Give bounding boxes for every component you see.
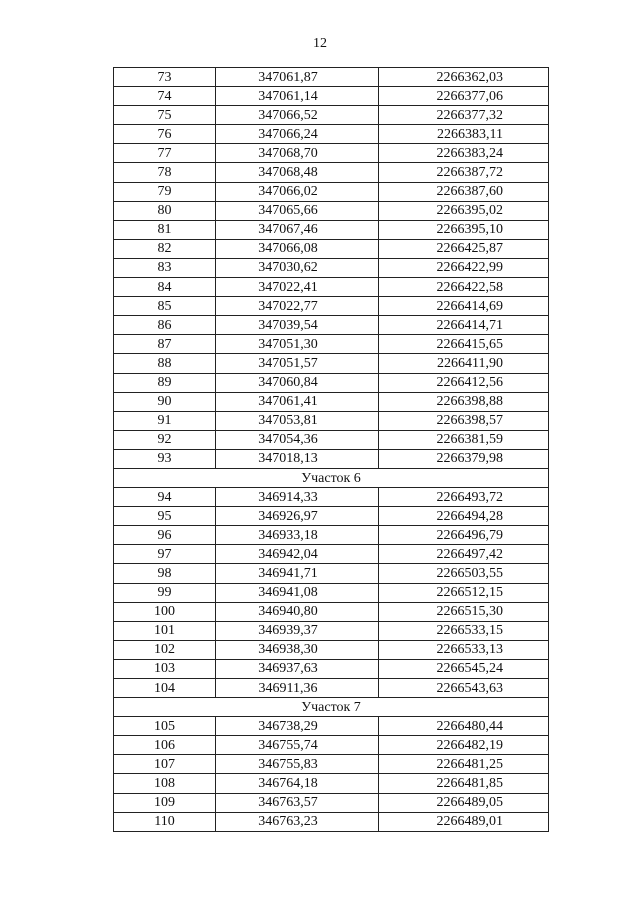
x-coordinate-cell: 347051,30	[216, 335, 379, 354]
point-number-cell: 103	[114, 659, 216, 678]
y-coordinate-cell: 2266415,65	[379, 335, 549, 354]
table-row	[114, 507, 549, 526]
table-row	[114, 411, 549, 430]
x-coordinate-cell: 346738,29	[216, 717, 379, 736]
y-coordinate-cell: 2266383,11	[379, 125, 549, 144]
point-number-cell: 79	[114, 182, 216, 201]
table-row	[114, 258, 549, 277]
point-number-cell: 101	[114, 621, 216, 640]
y-coordinate-cell: 2266383,24	[379, 144, 549, 163]
y-coordinate-cell: 2266414,69	[379, 297, 549, 316]
table-row	[114, 316, 549, 335]
point-number-cell: 92	[114, 430, 216, 449]
x-coordinate-cell: 347039,54	[216, 316, 379, 335]
table-row	[114, 755, 549, 774]
y-coordinate-cell: 2266481,85	[379, 774, 549, 793]
point-number-cell: 96	[114, 526, 216, 545]
table-row	[114, 68, 549, 87]
y-coordinate-cell: 2266422,58	[379, 278, 549, 297]
x-coordinate-cell: 346937,63	[216, 659, 379, 678]
x-coordinate-cell: 347053,81	[216, 411, 379, 430]
table-row	[114, 106, 549, 125]
table-row	[114, 679, 549, 698]
x-coordinate-cell: 346939,37	[216, 621, 379, 640]
x-coordinate-cell: 346941,08	[216, 583, 379, 602]
x-coordinate-cell: 346940,80	[216, 602, 379, 621]
section-header-row	[114, 698, 549, 717]
x-coordinate-cell: 347068,48	[216, 163, 379, 182]
table-row	[114, 125, 549, 144]
y-coordinate-cell: 2266493,72	[379, 488, 549, 507]
x-coordinate-cell: 347067,46	[216, 220, 379, 239]
point-number-cell: 86	[114, 316, 216, 335]
point-number-cell: 95	[114, 507, 216, 526]
y-coordinate-cell: 2266543,63	[379, 679, 549, 698]
y-coordinate-cell: 2266422,99	[379, 258, 549, 277]
y-coordinate-cell: 2266494,28	[379, 507, 549, 526]
point-number-cell: 84	[114, 278, 216, 297]
y-coordinate-cell: 2266545,24	[379, 659, 549, 678]
x-coordinate-cell: 346933,18	[216, 526, 379, 545]
point-number-cell: 99	[114, 583, 216, 602]
y-coordinate-cell: 2266381,59	[379, 430, 549, 449]
y-coordinate-cell: 2266411,90	[379, 354, 549, 373]
point-number-cell: 91	[114, 411, 216, 430]
point-number-cell: 88	[114, 354, 216, 373]
table-row	[114, 736, 549, 755]
x-coordinate-cell: 347030,62	[216, 258, 379, 277]
y-coordinate-cell: 2266497,42	[379, 545, 549, 564]
table-row	[114, 640, 549, 659]
point-number-cell: 78	[114, 163, 216, 182]
x-coordinate-cell: 347061,41	[216, 392, 379, 411]
point-number-cell: 87	[114, 335, 216, 354]
y-coordinate-cell: 2266489,01	[379, 812, 549, 831]
table-row	[114, 278, 549, 297]
table-row	[114, 201, 549, 220]
table-row	[114, 659, 549, 678]
y-coordinate-cell: 2266489,05	[379, 793, 549, 812]
point-number-cell: 77	[114, 144, 216, 163]
point-number-cell: 81	[114, 220, 216, 239]
y-coordinate-cell: 2266533,13	[379, 640, 549, 659]
table-row	[114, 220, 549, 239]
table-row	[114, 583, 549, 602]
y-coordinate-cell: 2266362,03	[379, 68, 549, 87]
y-coordinate-cell: 2266398,88	[379, 392, 549, 411]
point-number-cell: 85	[114, 297, 216, 316]
point-number-cell: 110	[114, 812, 216, 831]
x-coordinate-cell: 347060,84	[216, 373, 379, 392]
table-row	[114, 545, 549, 564]
x-coordinate-cell: 346755,74	[216, 736, 379, 755]
coordinates-table	[113, 67, 549, 832]
point-number-cell: 105	[114, 717, 216, 736]
point-number-cell: 93	[114, 449, 216, 468]
x-coordinate-cell: 346911,36	[216, 679, 379, 698]
x-coordinate-cell: 347051,57	[216, 354, 379, 373]
table-row	[114, 392, 549, 411]
x-coordinate-cell: 347066,24	[216, 125, 379, 144]
point-number-cell: 97	[114, 545, 216, 564]
x-coordinate-cell: 347061,14	[216, 87, 379, 106]
x-coordinate-cell: 346942,04	[216, 545, 379, 564]
y-coordinate-cell: 2266412,56	[379, 373, 549, 392]
table-row	[114, 182, 549, 201]
point-number-cell: 104	[114, 679, 216, 698]
x-coordinate-cell: 346941,71	[216, 564, 379, 583]
table-row	[114, 163, 549, 182]
y-coordinate-cell: 2266379,98	[379, 449, 549, 468]
y-coordinate-cell: 2266387,72	[379, 163, 549, 182]
point-number-cell: 89	[114, 373, 216, 392]
y-coordinate-cell: 2266414,71	[379, 316, 549, 335]
x-coordinate-cell: 347022,41	[216, 278, 379, 297]
x-coordinate-cell: 347018,13	[216, 449, 379, 468]
table-row	[114, 87, 549, 106]
table-row	[114, 564, 549, 583]
point-number-cell: 73	[114, 68, 216, 87]
table-row	[114, 449, 549, 468]
point-number-cell: 108	[114, 774, 216, 793]
y-coordinate-cell: 2266425,87	[379, 239, 549, 258]
x-coordinate-cell: 347054,36	[216, 430, 379, 449]
table-row	[114, 297, 549, 316]
y-coordinate-cell: 2266481,25	[379, 755, 549, 774]
table-row	[114, 144, 549, 163]
x-coordinate-cell: 346914,33	[216, 488, 379, 507]
section-label: Участок 7	[114, 698, 549, 717]
x-coordinate-cell: 347061,87	[216, 68, 379, 87]
point-number-cell: 74	[114, 87, 216, 106]
point-number-cell: 75	[114, 106, 216, 125]
point-number-cell: 82	[114, 239, 216, 258]
y-coordinate-cell: 2266395,02	[379, 201, 549, 220]
y-coordinate-cell: 2266512,15	[379, 583, 549, 602]
point-number-cell: 106	[114, 736, 216, 755]
point-number-cell: 94	[114, 488, 216, 507]
table-row	[114, 793, 549, 812]
point-number-cell: 80	[114, 201, 216, 220]
x-coordinate-cell: 347065,66	[216, 201, 379, 220]
coordinates-table-body	[114, 68, 549, 832]
section-label: Участок 6	[114, 468, 549, 487]
table-row	[114, 526, 549, 545]
point-number-cell: 98	[114, 564, 216, 583]
y-coordinate-cell: 2266482,19	[379, 736, 549, 755]
point-number-cell: 90	[114, 392, 216, 411]
page-number: 12	[313, 36, 327, 51]
y-coordinate-cell: 2266496,79	[379, 526, 549, 545]
table-row	[114, 430, 549, 449]
table-row	[114, 335, 549, 354]
x-coordinate-cell: 346926,97	[216, 507, 379, 526]
x-coordinate-cell: 347022,77	[216, 297, 379, 316]
y-coordinate-cell: 2266398,57	[379, 411, 549, 430]
x-coordinate-cell: 346763,23	[216, 812, 379, 831]
point-number-cell: 100	[114, 602, 216, 621]
x-coordinate-cell: 347066,02	[216, 182, 379, 201]
table-row	[114, 717, 549, 736]
table-row	[114, 354, 549, 373]
x-coordinate-cell: 347068,70	[216, 144, 379, 163]
table-row	[114, 812, 549, 831]
y-coordinate-cell: 2266503,55	[379, 564, 549, 583]
table-row	[114, 621, 549, 640]
x-coordinate-cell: 346763,57	[216, 793, 379, 812]
point-number-cell: 107	[114, 755, 216, 774]
table-row	[114, 774, 549, 793]
y-coordinate-cell: 2266377,06	[379, 87, 549, 106]
point-number-cell: 83	[114, 258, 216, 277]
y-coordinate-cell: 2266387,60	[379, 182, 549, 201]
y-coordinate-cell: 2266377,32	[379, 106, 549, 125]
y-coordinate-cell: 2266533,15	[379, 621, 549, 640]
table-row	[114, 488, 549, 507]
y-coordinate-cell: 2266480,44	[379, 717, 549, 736]
section-header-row	[114, 468, 549, 487]
table-row	[114, 602, 549, 621]
y-coordinate-cell: 2266395,10	[379, 220, 549, 239]
y-coordinate-cell: 2266515,30	[379, 602, 549, 621]
table-row	[114, 373, 549, 392]
x-coordinate-cell: 346764,18	[216, 774, 379, 793]
x-coordinate-cell: 346938,30	[216, 640, 379, 659]
x-coordinate-cell: 347066,08	[216, 239, 379, 258]
x-coordinate-cell: 346755,83	[216, 755, 379, 774]
x-coordinate-cell: 347066,52	[216, 106, 379, 125]
point-number-cell: 102	[114, 640, 216, 659]
point-number-cell: 76	[114, 125, 216, 144]
point-number-cell: 109	[114, 793, 216, 812]
table-row	[114, 239, 549, 258]
